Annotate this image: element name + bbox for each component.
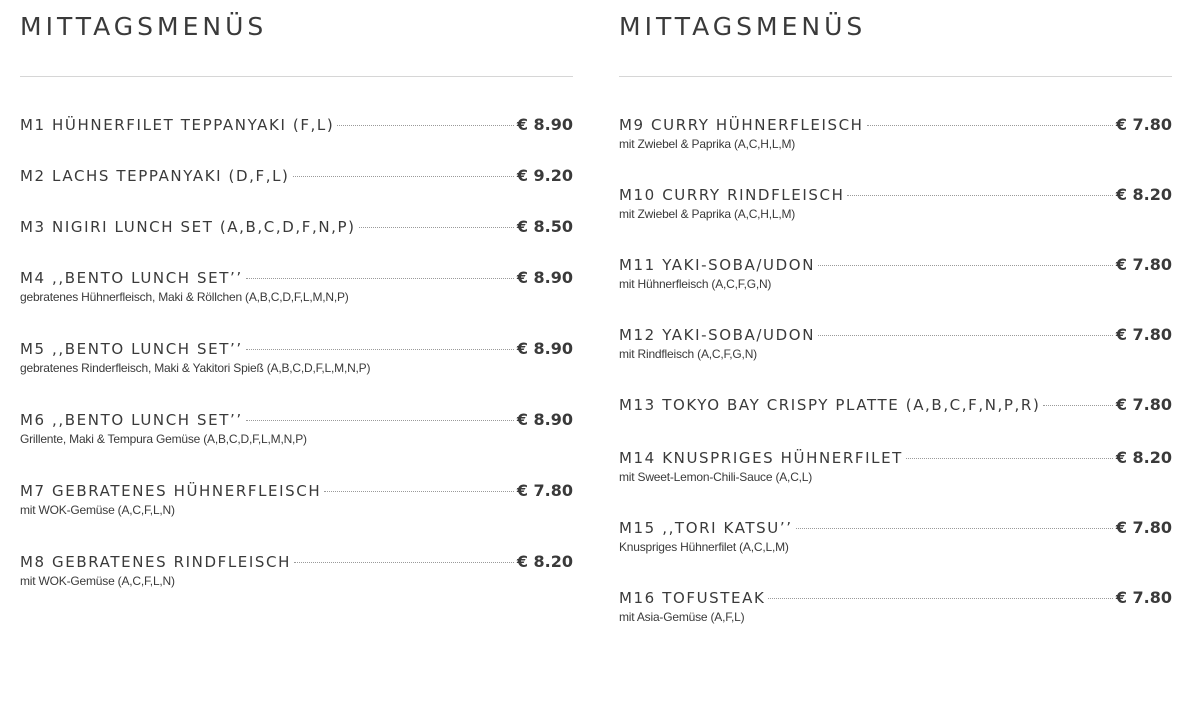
menu-item-description: gebratenes Rinderfleisch, Maki & Yakitori Spieß (A,B,C,D,F,L,M,N,P) xyxy=(20,361,371,375)
menu-item-price: € 8.90 xyxy=(516,410,573,429)
menu-item-name: M3 NIGIRI LUNCH SET (A,B,C,D,F,N,P) xyxy=(20,218,356,236)
menu-item xyxy=(20,217,573,237)
menu-item-row xyxy=(619,325,1172,345)
menu-item-name: M15 ,,TORI KATSU’’ xyxy=(619,519,793,537)
menu-item-name: M11 YAKI-SOBA/UDON xyxy=(619,256,816,274)
divider xyxy=(619,76,1172,77)
menu-item-row xyxy=(20,481,573,501)
menu-item-name: M14 KNUSPRIGES HÜHNERFILET xyxy=(619,449,903,467)
menu-item xyxy=(20,481,573,519)
menu-list xyxy=(20,115,573,590)
menu-item xyxy=(619,325,1172,363)
menu-item-row xyxy=(20,339,573,359)
menu-item-name: M16 TOFUSTEAK xyxy=(619,589,766,607)
menu-item xyxy=(20,339,573,377)
menu-item-description: Knuspriges Hühnerfilet (A,C,L,M) xyxy=(619,540,789,554)
dot-leader xyxy=(324,491,514,492)
menu-item-price: € 7.80 xyxy=(1115,325,1172,344)
dot-leader xyxy=(359,227,514,228)
menu-column-left xyxy=(20,0,573,623)
menu-item-description: mit WOK-Gemüse (A,C,F,L,N) xyxy=(20,574,175,588)
menu-item-row xyxy=(619,395,1172,415)
menu-item-name: M2 LACHS TEPPANYAKI (D,F,L) xyxy=(20,167,290,185)
menu-item-description: Grillente, Maki & Tempura Gemüse (A,B,C,D,F,L,M,N,P) xyxy=(20,432,307,446)
menu-item xyxy=(619,395,1172,415)
dot-leader xyxy=(293,176,514,177)
dot-leader xyxy=(246,349,514,350)
menu-item-row xyxy=(619,448,1172,468)
menu-list xyxy=(619,115,1172,626)
menu-item-row xyxy=(20,115,573,135)
menu-item-description: mit Sweet-Lemon-Chili-Sauce (A,C,L) xyxy=(619,470,813,484)
menu-item-name: M4 ,,BENTO LUNCH SET’’ xyxy=(20,269,243,287)
dot-leader xyxy=(818,335,1113,336)
menu-item-name: M13 TOKYO BAY CRISPY PLATTE (A,B,C,F,N,P,R) xyxy=(619,396,1041,414)
menu-item-price: € 7.80 xyxy=(1115,395,1172,414)
menu-item-name: M9 CURRY HÜHNERFLEISCH xyxy=(619,116,864,134)
menu-item-price: € 8.20 xyxy=(1115,448,1172,467)
menu-item xyxy=(20,410,573,448)
menu-item-price: € 7.80 xyxy=(1115,518,1172,537)
dot-leader xyxy=(294,562,514,563)
menu-item xyxy=(619,518,1172,556)
dot-leader xyxy=(246,420,514,421)
menu-item-description: gebratenes Hühnerfleisch, Maki & Röllchen (A,B,C,D,F,L,M,N,P) xyxy=(20,290,349,304)
dot-leader xyxy=(246,278,514,279)
menu-item xyxy=(619,255,1172,293)
menu-item-description: mit Rindfleisch (A,C,F,G,N) xyxy=(619,347,757,361)
menu-item xyxy=(20,166,573,186)
dot-leader xyxy=(867,125,1113,126)
dot-leader xyxy=(1043,405,1112,406)
dot-leader xyxy=(847,195,1112,196)
column-title: MITTAGSMENÜS xyxy=(619,12,867,41)
dot-leader xyxy=(818,265,1113,266)
menu-item-price: € 8.20 xyxy=(516,552,573,571)
menu-item-description: mit Zwiebel & Paprika (A,C,H,L,M) xyxy=(619,137,796,151)
menu-item-row xyxy=(20,166,573,186)
menu-item-description: mit Hühnerfleisch (A,C,F,G,N) xyxy=(619,277,772,291)
menu-item-price: € 7.80 xyxy=(516,481,573,500)
menu-column-right xyxy=(619,0,1172,658)
menu-item-row xyxy=(619,185,1172,205)
menu-item-name: M6 ,,BENTO LUNCH SET’’ xyxy=(20,411,243,429)
menu-item-price: € 9.20 xyxy=(516,166,573,185)
menu-item xyxy=(619,185,1172,223)
menu-item-price: € 8.90 xyxy=(516,339,573,358)
menu-item-price: € 7.80 xyxy=(1115,115,1172,134)
menu-item xyxy=(20,552,573,590)
menu-item xyxy=(20,268,573,306)
menu-item-name: M10 CURRY RINDFLEISCH xyxy=(619,186,845,204)
menu-item-name: M12 YAKI-SOBA/UDON xyxy=(619,326,816,344)
menu-item-price: € 8.20 xyxy=(1115,185,1172,204)
menu-item-row xyxy=(20,268,573,288)
menu-item-row xyxy=(619,518,1172,538)
dot-leader xyxy=(768,598,1112,599)
menu-item-name: M1 HÜHNERFILET TEPPANYAKI (F,L) xyxy=(20,116,335,134)
menu-item-price: € 7.80 xyxy=(1115,255,1172,274)
menu-item xyxy=(619,115,1172,153)
divider xyxy=(20,76,573,77)
menu-item-price: € 8.90 xyxy=(516,268,573,287)
menu-item-name: M5 ,,BENTO LUNCH SET’’ xyxy=(20,340,243,358)
menu-item-name: M7 GEBRATENES HÜHNERFLEISCH xyxy=(20,482,322,500)
menu-item-price: € 8.90 xyxy=(516,115,573,134)
menu-item-description: mit WOK-Gemüse (A,C,F,L,N) xyxy=(20,503,175,517)
menu-item xyxy=(619,448,1172,486)
dot-leader xyxy=(337,125,513,126)
menu-item xyxy=(20,115,573,135)
menu-item-row xyxy=(619,255,1172,275)
menu-item-description: mit Zwiebel & Paprika (A,C,H,L,M) xyxy=(619,207,796,221)
column-title: MITTAGSMENÜS xyxy=(20,12,268,41)
dot-leader xyxy=(906,458,1113,459)
menu-item-name: M8 GEBRATENES RINDFLEISCH xyxy=(20,553,291,571)
menu-item-row xyxy=(619,115,1172,135)
menu-item-row xyxy=(20,217,573,237)
menu-item-description: mit Asia-Gemüse (A,F,L) xyxy=(619,610,745,624)
menu-item-row xyxy=(619,588,1172,608)
menu-item xyxy=(619,588,1172,626)
menu-item-price: € 8.50 xyxy=(516,217,573,236)
menu-item-row xyxy=(20,410,573,430)
menu-item-price: € 7.80 xyxy=(1115,588,1172,607)
menu-item-row xyxy=(20,552,573,572)
dot-leader xyxy=(796,528,1113,529)
